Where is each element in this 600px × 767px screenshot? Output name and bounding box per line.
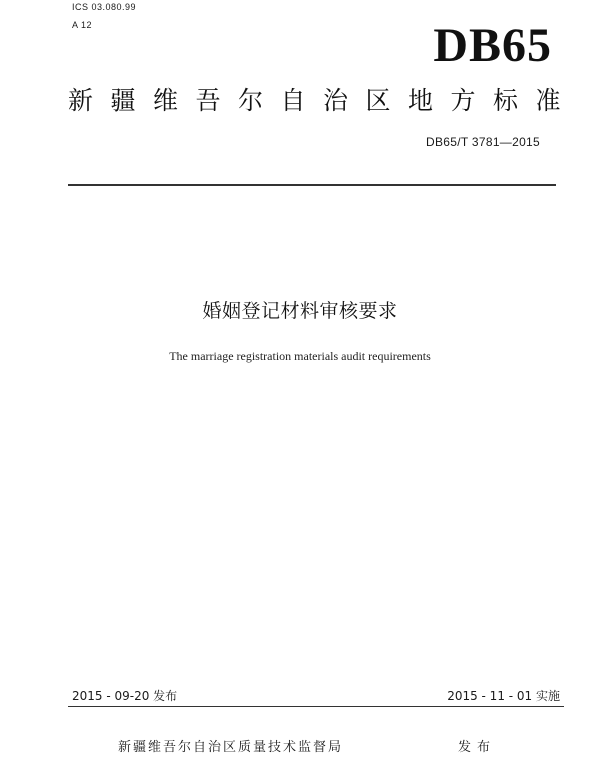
ics-code: ICS 03.080.99 <box>72 2 137 12</box>
standard-type-title: 新疆维吾尔自治区地方标准 <box>68 86 579 115</box>
standard-logo: DB65 <box>433 19 552 72</box>
header-divider <box>68 184 556 186</box>
ccs-code: A 12 <box>72 20 93 30</box>
issue-date: 2015 - 09-20 发布 <box>72 689 178 703</box>
standard-number: DB65/T 3781—2015 <box>426 135 540 149</box>
footer-divider <box>68 706 564 707</box>
document-title-english: The marriage registration materials audit requirements <box>169 349 431 363</box>
issuing-authority: 新疆维吾尔自治区质量技术监督局 <box>118 740 344 755</box>
issue-action: 发布 <box>458 740 497 755</box>
implementation-date: 2015 - 11 - 01 实施 <box>447 689 560 703</box>
document-title-chinese: 婚姻登记材料审核要求 <box>202 300 398 322</box>
